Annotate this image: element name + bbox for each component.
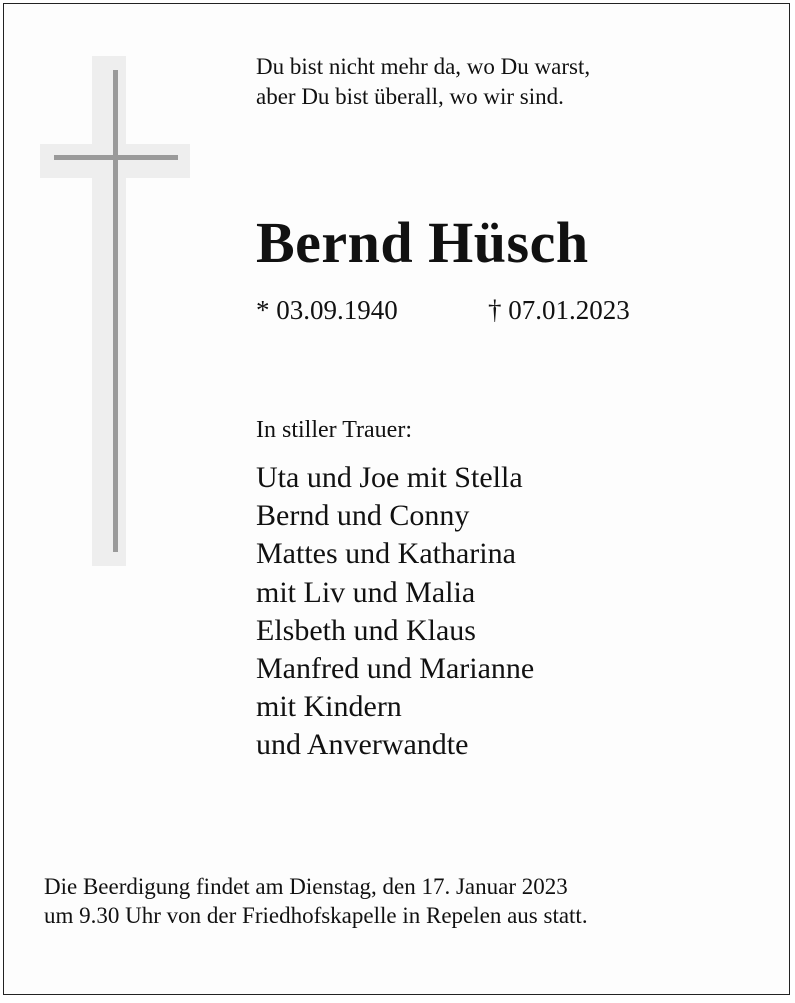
- funeral-line: Die Beerdigung findet am Dienstag, den 17. Januar 2023: [44, 874, 568, 899]
- mourner-line: und Anverwandte: [256, 728, 469, 762]
- mourner-line: Manfred und Marianne: [256, 652, 535, 686]
- life-dates: [256, 292, 630, 328]
- mourner-line: Bernd und Conny: [256, 499, 470, 533]
- mourner-line: Uta und Joe mit Stella: [256, 461, 523, 494]
- mourner-line: mit Kindern: [256, 690, 402, 724]
- death-date: † 07.01.2023: [488, 295, 630, 325]
- mourning-heading: In stiller Trauer:: [256, 417, 412, 443]
- mourner-line: Elsbeth und Klaus: [256, 613, 476, 647]
- funeral-info: [44, 872, 588, 930]
- memorial-quote: [256, 52, 590, 112]
- deceased-name: Bernd Hüsch: [256, 210, 589, 275]
- funeral-line: um 9.30 Uhr von der Friedhofskapelle in Repelen aus statt.: [44, 903, 588, 928]
- birth-date: * 03.09.1940: [256, 295, 398, 325]
- mourner-line: mit Liv und Malia: [256, 575, 476, 609]
- quote-line: aber Du bist überall, wo wir sind.: [256, 84, 564, 109]
- quote-line: Du bist nicht mehr da, wo Du warst,: [256, 54, 591, 79]
- death-notice: [3, 3, 790, 995]
- mourner-line: Mattes und Katharina: [256, 537, 516, 571]
- mourners-list: [256, 459, 534, 765]
- cross-icon: [40, 56, 190, 566]
